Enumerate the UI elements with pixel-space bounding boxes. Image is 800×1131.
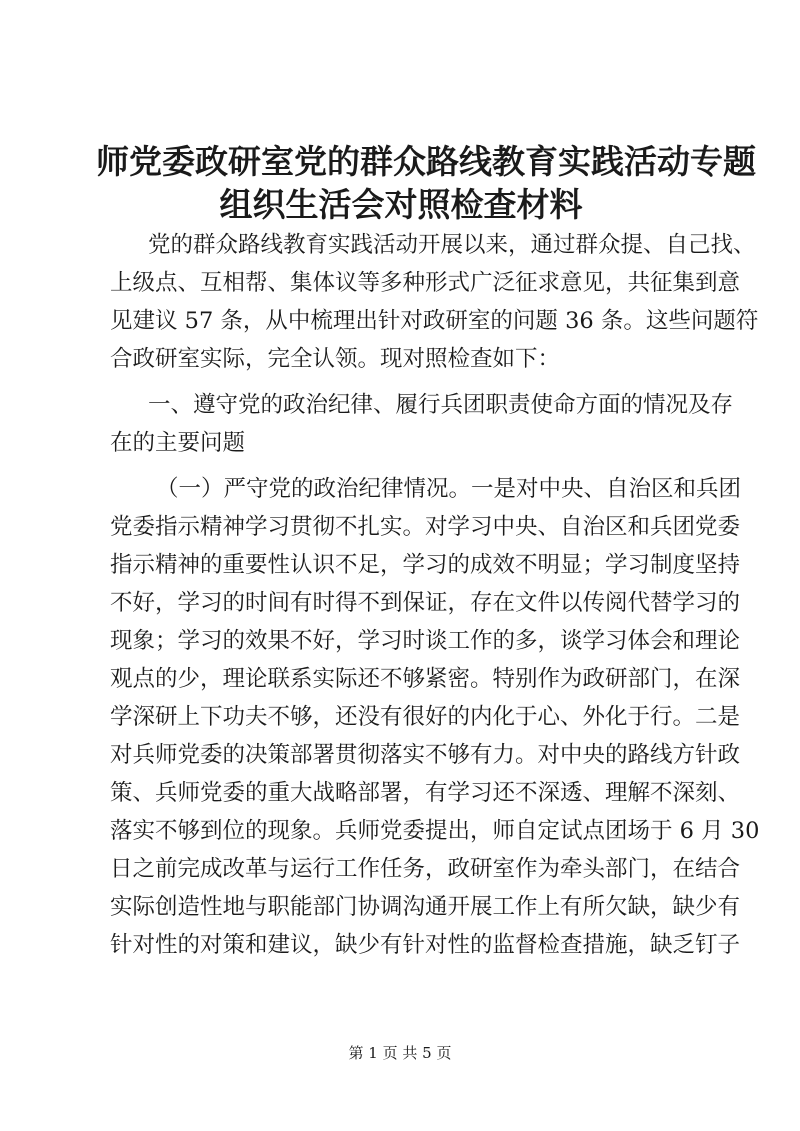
page-indicator: 第 1 页 共 5 页 xyxy=(348,1044,452,1062)
paragraph-3-line-10: 落实不够到位的现象。兵师党委提出，师自定试点团场于 6 月 30 xyxy=(110,818,760,844)
paragraph-3-line-2: 党委指示精神学习贯彻不扎实。对学习中央、自治区和兵团党委 xyxy=(110,514,741,540)
paragraph-3-line-3: 指示精神的重要性认识不足，学习的成效不明显；学习制度坚持 xyxy=(110,552,741,578)
paragraph-3-line-5: 现象；学习的效果不好，学习时谈工作的多，谈学习体会和理论 xyxy=(110,628,741,654)
paragraph-3-line-11: 日之前完成改革与运行工作任务，政研室作为牵头部门，在结合 xyxy=(110,856,741,882)
paragraph-1-line-3: 见建议 57 条，从中梳理出针对政研室的问题 36 条。这些问题符 xyxy=(110,308,759,334)
document-title-line-2: 组织生活会对照检查材料 xyxy=(219,185,583,224)
section-heading-line-2: 在的主要问题 xyxy=(110,430,246,456)
paragraph-3-line-12: 实际创造性地与职能部门协调沟通开展工作上有所欠缺，缺少有 xyxy=(110,894,741,920)
document-title-line-1: 师党委政研室党的群众路线教育实践活动专题 xyxy=(96,142,756,181)
paragraph-3-line-8: 对兵师党委的决策部署贯彻落实不够有力。对中央的路线方针政 xyxy=(110,742,741,768)
paragraph-1-line-1: 党的群众路线教育实践活动开展以来，通过群众提、自己找、 xyxy=(148,232,756,258)
paragraph-3-line-1: （一）严守党的政治纪律情况。一是对中央、自治区和兵团 xyxy=(156,476,742,502)
paragraph-1-line-2: 上级点、互相帮、集体议等多种形式广泛征求意见，共征集到意 xyxy=(110,270,741,296)
paragraph-3-line-9: 策、兵师党委的重大战略部署，有学习还不深透、理解不深刻、 xyxy=(110,780,741,806)
paragraph-3-line-7: 学深研上下功夫不够，还没有很好的内化于心、外化于行。二是 xyxy=(110,704,741,730)
paragraph-3-line-13: 针对性的对策和建议，缺少有针对性的监督检查措施，缺乏钉子 xyxy=(110,932,741,958)
section-heading-line-1: 一、遵守党的政治纪律、履行兵团职责使命方面的情况及存 xyxy=(148,392,734,418)
paragraph-3-line-6: 观点的少，理论联系实际还不够紧密。特别作为政研部门，在深 xyxy=(110,666,741,692)
paragraph-3-line-4: 不好，学习的时间有时得不到保证，存在文件以传阅代替学习的 xyxy=(110,590,741,616)
paragraph-1-line-4: 合政研室实际，完全认领。现对照检查如下： xyxy=(110,346,561,372)
